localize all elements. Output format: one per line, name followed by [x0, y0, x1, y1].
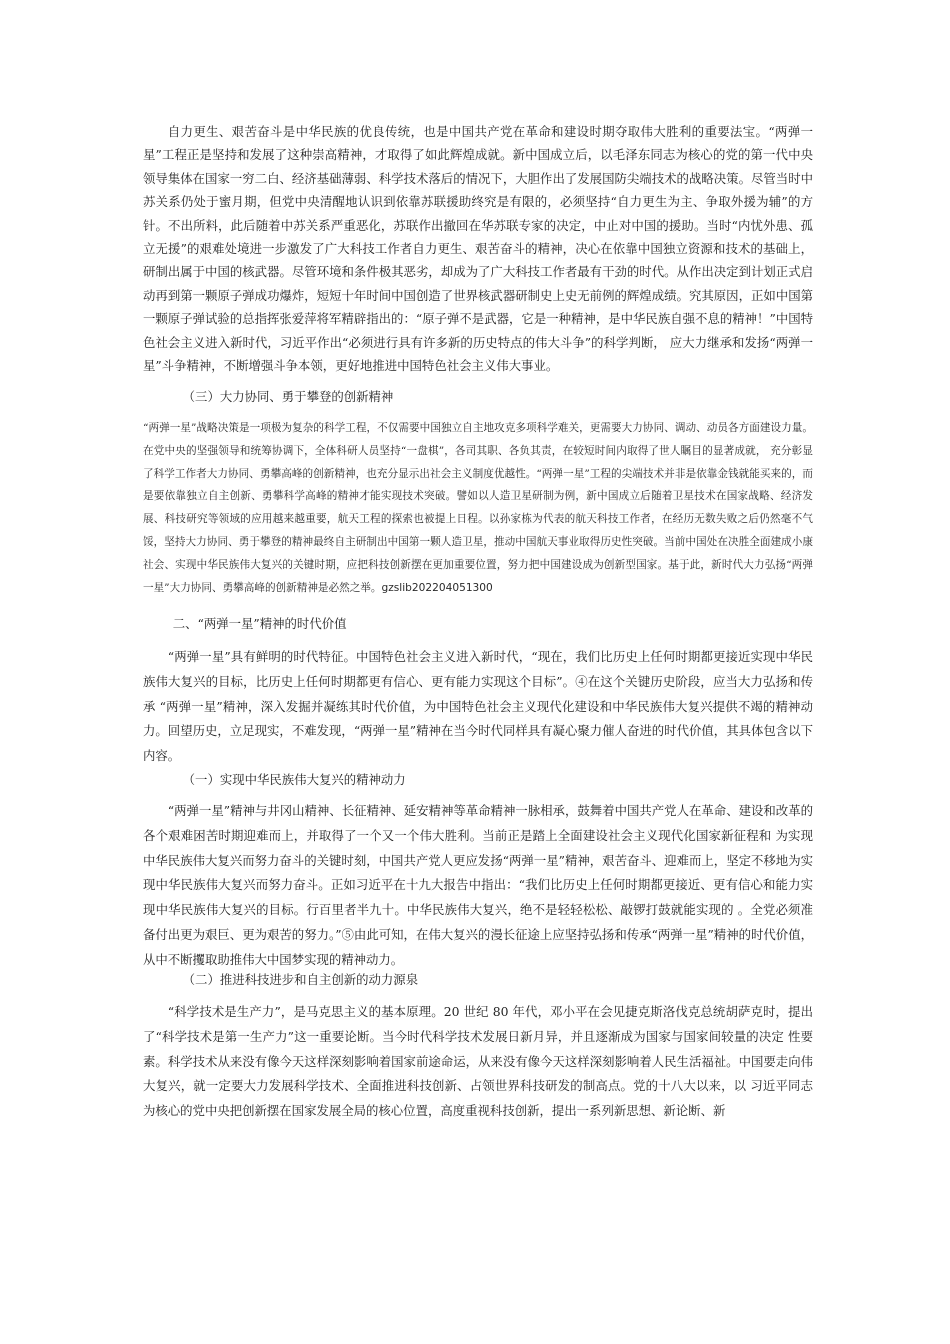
paragraph-science-productivity — [143, 1000, 813, 1124]
section-heading-innovation-spirit: （三）大力协同、勇于攀登的创新精神 — [182, 389, 394, 404]
section-heading-tech-progress: （二）推进科技进步和自主创新的动力源泉 — [182, 972, 419, 987]
paragraph-cooperation — [143, 417, 813, 599]
paragraph-era-features — [143, 645, 813, 769]
paragraph-body-text: “两弹一星”战略决策是一项极为复杂的科学工程，不仅需要中国独立自主地攻克多项科学难关，更需要大力协同、调动、动员各方面建设力量。在党中央的坚强领导和统筹协调下，全体科研人员坚持“一盘棋”，各司其职、各负其责，在较短时间内取得了世人瞩目的显著成就， 充分彰显了科学工作者大力协同、勇攀高峰的创新精神，也充分显示出社会主义制度优越性。“两弹一星”工程的尖端技术并非是依靠金钱就能买来的，而是要依靠独立自主创新、勇攀科学高峰的精神才能实现技术突破。譬如以人造卫星研制为例，新中国成立后随着卫星技术在国家战略、经济发展、科技研究等领域的应用越来越重要，航天工程的探索也被提上日程。以孙家栋为代表的航天科技工作者，在经历无数失败之后仍然毫不气馁，坚持大力协同、勇于攀登的精神最终自主研制出中国第一颗人造卫星，推动中国航天事业取得历史性突破。当前中国处在决胜全面建成小康社会、实现中华民族伟大复兴的关键时期，应把科技创新摆在更加重要位置，努力把中国建设成为创新型国家。基于此，新时代大力弘扬“两弹一星”大力协同、勇攀高峰的创新精神是必然之举。 — [143, 422, 813, 594]
paragraph-text: “两弹一星”精神与井冈山精神、长征精神、延安精神等革命精神一脉相承，鼓舞着中国共产党人在革命、建设和改革的各个艰难困苦时期迎难而上，并取得了一个又一个伟大胜利。当前正是踏上全面建设社会主义现代化国家新征程和 为实现中华民族伟大复兴而努力奋斗的关键时刻，中国共产党人更应发扬“两弹一星”精神，艰苦奋斗、迎难而上，坚定不移地为实现中华民族伟大复兴而努力奋斗。正如习近平在十九大报告中指出：“我们比历史上任何时期都更接近、更有信心和能力实现中华民族伟大复兴的目标。行百里者半九十。中华民族伟大复兴，绝不是轻轻松松、敲锣打鼓就能实现的 。全党必须准备付出更为艰巨、更为艰苦的努力。”⑤由此可知，在伟大复兴的漫长征途上应坚持弘扬和传承“两弹一星”精神的时代价值，从中不断攫取助推伟大中国梦实现的精神动力。 — [143, 803, 813, 967]
paragraph-text — [143, 417, 813, 599]
section-heading-rejuvenation-power: （一）实现中华民族伟大复兴的精神动力 — [182, 772, 406, 787]
paragraph-text: “两弹一星”具有鲜明的时代特征。中国特色社会主义进入新时代，“现在，我们比历史上任何时期都更接近实现中华民族伟大复兴的目标，比历史上任何时期都更有信心、更有能力实现这个目标”。④在这个关键历史阶段，应当大力弘扬和传承 “两弹一星”精神，深入发掘并凝练其时代价值，为中国特色社会主义现代化建设和中华民族伟大复兴提供不竭的精神动力。回望历史，立足现实，不难发现，“两弹一星”精神在当今时代同样具有凝心聚力催人奋进的时代价值，其具体包含以下内容。 — [143, 649, 813, 764]
paragraph-text: 自力更生、艰苦奋斗是中华民族的优良传统，也是中国共产党在革命和建设时期夺取伟大胜利的重要法宝。“两弹一星”工程正是坚持和发展了这种崇高精神，才取得了如此辉煌成就。新中国成立后，以毛泽东同志为核心的党的第一代中央领导集体在国家一穷二白、经济基础薄弱、科学技术落后的情况下，大胆作出了发展国防尖端技术的战略决策。尽管当时中苏关系仍处于蜜月期，但党中央清醒地认识到依靠苏联援助终究是有限的，必须坚持“自力更生为主、争取外援为辅”的方针。不出所料，此后随着中苏关系严重恶化，苏联作出撤回在华苏联专家的决定，中止对中国的援助。当时“内忧外患、孤立无援”的艰难处境进一步激发了广大科技工作者自力更生、艰苦奋斗的精神，决心在依靠中国独立资源和技术的基础上，研制出属于中国的核武器。尽管环境和条件极其恶劣，却成为了广大科技工作者最有干劲的时代。从作出决定到计划正式启动再到第一颗原子弹成功爆炸，短短十年时间中国创造了世界核武器研制史上史无前例的辉煌成绩。究其原因，正如中国第一颗原子弹试验的总指挥张爱萍将军精辟指出的：“原子弹不是武器，它是一种精神，是中华民族自强不息的精神！”中国特色社会主义进入新时代，习近平作出“必须进行具有许多新的历史特点的伟大斗争”的科学判断， 应大力继承和发扬“两弹一星”斗争精神，不断增强斗争本领，更好地推进中国特色社会主义伟大事业。 — [143, 124, 813, 374]
section-heading-era-value: 二、“两弹一星”精神的时代价值 — [172, 616, 347, 631]
paragraph-self-reliance — [143, 120, 813, 377]
paragraph-rejuvenation — [143, 799, 813, 973]
document-source-tag: gzslib202204051300 — [381, 581, 493, 594]
paragraph-text: “科学技术是生产力”，是马克思主义的基本原理。20 世纪 80 年代，邓小平在会见捷克斯洛伐克总统胡萨克时，提出了“科学技术是第一生产力”这一重要论断。当今时代科学技术发展日新月异，并且逐渐成为国家与国家间较量的决定 性要素。科学技术从来没有像今天这样深刻影响着国家前途命运，从来没有像今天这样深刻影响着人民生活福祉。中国要走向伟大复兴，就一定要大力发展科学技术、全面推进科技创新、占领世界科技研发的制高点。党的十八大以来，以 习近平同志为核心的党中央把创新摆在国家发展全局的核心位置，高度重视科技创新，提出一系列新思想、新论断、新 — [143, 1004, 813, 1119]
